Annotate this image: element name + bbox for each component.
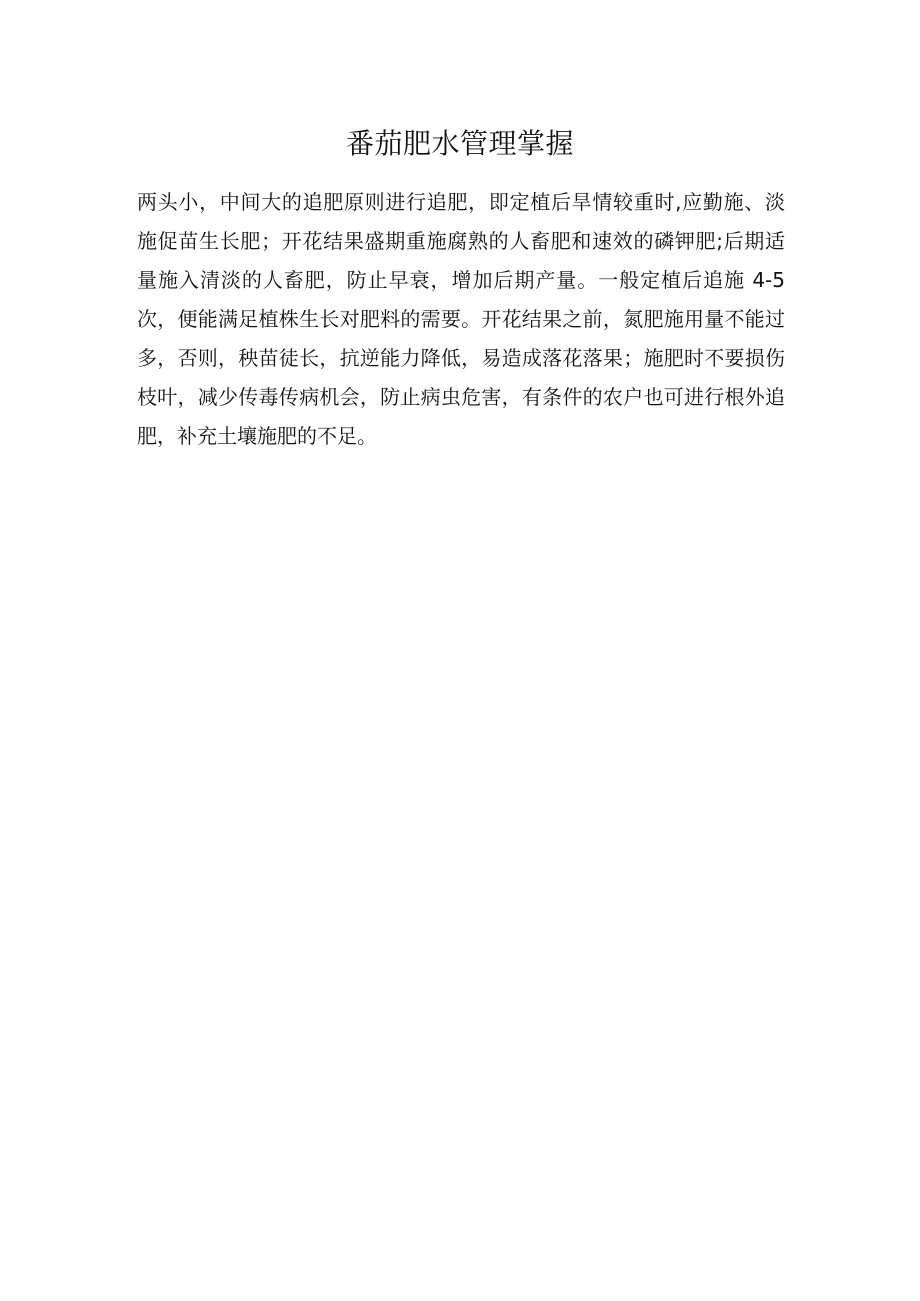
document-title: 番茄肥水管理掌握 — [345, 127, 574, 160]
paragraph-line: 量施入清淡的人畜肥，防止早衰，增加后期产量。一般定植后追施 4-5 — [137, 268, 785, 292]
paragraph-line: 次，便能满足植株生长对肥料的需要。开花结果之前，氮肥施用量不能过 — [137, 307, 785, 331]
paragraph-line: 多，否则，秧苗徒长，抗逆能力降低，易造成落花落果；施肥时不要损伤 — [137, 346, 785, 370]
body-paragraph — [137, 183, 785, 456]
paragraph-line: 施促苗生长肥；开花结果盛期重施腐熟的人畜肥和速效的磷钾肥;后期适 — [137, 229, 785, 253]
paragraph-line: 两头小，中间大的追肥原则进行追肥，即定植后旱情较重时,应勤施、淡 — [137, 190, 785, 214]
paragraph-line: 枝叶，减少传毒传病机会，防止病虫危害，有条件的农户也可进行根外追 — [137, 385, 785, 409]
paragraph-line: 肥，补充土壤施肥的不足。 — [137, 424, 377, 448]
